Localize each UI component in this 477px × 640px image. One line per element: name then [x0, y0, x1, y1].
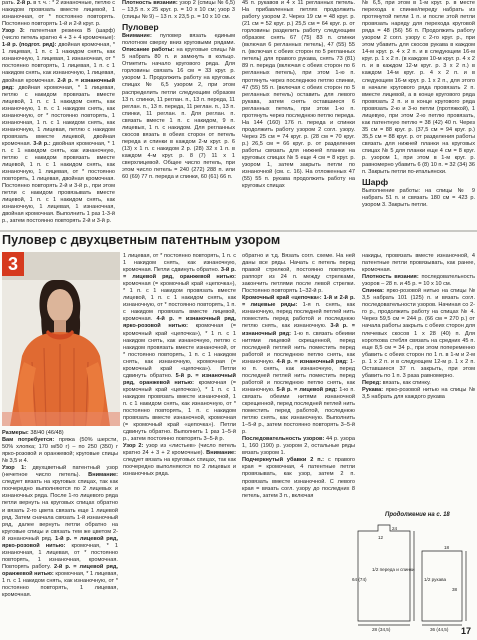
- section-divider: [0, 230, 477, 232]
- body-text: патентная резинка В (шарф) (число петель кратно 4 + 3 + 4 кромочные):: [2, 28, 115, 42]
- bold-term: 2-й р.: [16, 0, 32, 6]
- column-3-bottom: [242, 253, 355, 636]
- model-photo: [2, 252, 120, 426]
- bold-term: Последовательность узоров:: [242, 436, 325, 443]
- bold-term: Плотность вязания:: [122, 0, 178, 6]
- body-text: 38/40 (46/48): [28, 430, 64, 436]
- body-text: 1-ю п. снять, как изнаночную, перед последней петлей нить поместить перед работой и последнюю петлю снять, как изнаночную.: [242, 358, 355, 393]
- article-title: Пуловер с двухцветным патентным узором: [2, 233, 281, 247]
- column-2-top: [122, 0, 235, 228]
- body-text: кромочная (= кромочный край «цепочка»), * 1 п. с 1 накидом снять, как изнаночную, петлю с накидом провязать вместе изнаночной, от * постоянно повторять, 1 п. с 1 накидом снять, как изнаночную, кромочная (= кромочный край «цепочка»). Петли сдвинуть обратно.: [123, 323, 236, 379]
- woman-in-sweater-illustration: [2, 252, 120, 426]
- body-text: кромочная (= кромочный край «цепочка»), * 1 п. с 1 накидом провязать вместе лицевой, 1 п. с 1 накидом снять, как изнаночную, от * постоянно повторять, 1 п. с накидом провязать вместе лицевой, кромочная.: [123, 281, 236, 323]
- body-text: Выполнение работы: на спицы № 9 набрать 51 п. и связать 180 см = 423 р. узором 3. Закрыть петли.: [362, 188, 475, 209]
- model-number-badge: 3: [2, 252, 24, 276]
- bold-term: Узор 3:: [2, 28, 25, 35]
- body-text: 1-я п. снять, как изнаночную, перед последней петлей нить поместить перед работой и последнюю петлю снять, как изнаночную.: [242, 302, 355, 330]
- bold-term: Размеры:: [2, 430, 29, 436]
- body-text: следует вязать на круговых спицах, так как поочередно выполняются по 2 лицевых и изнаночных ряда. После 1-го лицевого ряда петли вернуть на круговых спицах обратно и вязать 2-го цвета связать еще 1 лицевой ряд. Затем сначала связать 1-й изнаночный ряд, далее вернуть петли обратно на круговые спицы и связать тем же цветом 2-й изнаночный ряд.: [2, 479, 118, 542]
- body-text: кромочная (= кромочный край «цепочка»), * 1 п. с 1 накидом провязать вместе изнаночной, 1 п. с 1 накидом снять, как изнаночную, от * постоянно повторять, 1 п. с накидом провязать вместе изнаночной, кромочная (= кромочный край «цепочка»). Петли сдвинуть обратно. Выполнить 1 раз 1–5-й р., затем постоянно повторять 3–5-й р.: [123, 379, 236, 443]
- bold-term: 1-й и 2-й р. = лицевые ряды:: [242, 295, 355, 309]
- body-text: двойная кромочная, * 1 лицевая, 1 п. с 1 накидом снять, как изнаночную, 1 лицевая, 1 изнаночная, от * постоянно повторять, 1 лицевая, 1 п. с 1 накидом снять, как изнаночную, 1 лицевая, двойная кромочная.: [2, 42, 115, 84]
- bold-term: 5-й р. = лицевой ряд:: [276, 386, 338, 393]
- body-text: на круговые спицы № 5 набрать 80 п. и замкнуть в кольцо. Отметить начало кругового ряда. Для горловины связать 16 см = 33 круг. р. узором 1. Продолжить работу на круговых спицах № 6,5 узором 2, при этом распределить петли следующим образом 13 п. спинки, 11 реглан. п., 13 п. переда, 11 реглан. п., 13 п. переда, 11 реглан. п., 13 п. спинки, 11 реглан. п. Для реглан. п. связать вместе 1 п. с накидом, 9 п. лицевых, 1 п. с накидом. Для регланных скосов вязать в обеих сторон от петель переда и спинки в каждом 2-м круг. р. 6 (13) х 1 п. с накидом 2 р. (28) 32 х 1 п. в каждом 4-м круг. р. 8 (7) 11 х 1 сверхлицевой. Общее число петель, при этом число петель = 240 (272) 288 п. или 60 (69) 77 п. переда и спинки, 60 (61) 66 п.: [122, 47, 235, 181]
- continued-note: Продолжение на с. 18: [385, 512, 450, 518]
- body-text: узор 2 (спицы № 6,5) – 13,5 п. х 25 круг. р. = 10 х 10 см; узор 3 (спицы № 9) – 13 п. х 23,5 р. = 10 х 10 см.: [122, 0, 235, 21]
- bold-term: Узор 2:: [123, 443, 144, 450]
- schema-label-cuff: 18: [444, 545, 450, 550]
- column-3-top: [242, 0, 355, 228]
- body-text: 45 п. рукавов и 4 х 11 регланных петель. На прибавленных петлях продолжить работу узором 2. Через 19 см = 48 круг. р. (21 см = 52 круг. р.) 25,5 см = 64 круг. р. от горловины разделить работу следующим образом: снять 67 (75) 83 п. спинки (включая 6 регланных петель), 47 (55) 55 п. (включая с обеих сторон по 5 регланных петель) для правого рукава, снять 73 (81) 89 п. переда (включая с обеих сторон по 6 регланных петель), при этом 1-ю п. протянуть через последнюю петлю спинки, 47 (55) 55 п. (включая с обеих сторон по 5 регланных петель) оставить для левого рукава, затем снять оставшиеся 6 регланных петель, при этом 1-ю п. протянуть через последнюю петлю переда. На 144 (160) 176 п. переда и спинки продолжить работу узором 2 согл. узору. Через 25 см = 74 круг. р. (28 см = 70 круг. р.) 26,5 см = 66 круг. р. от разделения работы связать для нижней планки на круговых спицах № 5 еще 4 см = 8 круг. р. узором 1, затем закрыть петли по изнаночной (см. с. 16). На отложенных 47 (55) 55 п. рукава продолжить работу на круговых спицах: [242, 0, 355, 190]
- bold-term: Внимание:: [88, 472, 118, 479]
- bold-term: 4-й р. = изнаночный ряд:: [276, 358, 348, 365]
- body-text: кромочная, * 1 изнаночная, 1 лицевая, от * постоянно повторять, 1 изнаночная, кромочная. Повторять работу.: [2, 542, 118, 570]
- body-text: кромочная, * 1 лицевая, 1 п. с 1 накидом снять, как изнаночную, от * постоянно повторять, 1 лицевая, кромочная.: [2, 570, 118, 599]
- body-text: двухцветный патентный узор (нечетное число петель).: [2, 465, 118, 479]
- body-text: двойная кромочная, * 1 п. с 1 накидом снять, как изнаночную, петлю с накидом провязать вместе лицевой, 1 п. с 1 накидом снять, как изнаночную, 1 лицевая, от * постоянно повторять, 1 лицевая, двойная кромочная. Постоянно повторять 2-й и 3-й р., при этом петли с накидом провязывать вместе лицевой, 1 п. с 1 накидом снять, как изнаночную, 1 лицевая, 1 изнаночная, двойная кромочная. Выполнить 1 раз 1-3-й р., затем постоянно повторять 2-й и 3-й р.: [2, 140, 115, 225]
- bold-term: Рукава:: [362, 386, 384, 393]
- column-2-bottom: [123, 253, 236, 636]
- bold-term: 3-й р.:: [33, 140, 51, 147]
- bold-term: Кромочный край «цепочка»:: [242, 295, 322, 302]
- bold-term: Описание работы:: [122, 47, 175, 54]
- body-text: ярко-розовой нитью на спицы № 3,5 набрать 101 (125) п. и вязать согл. последовательности узоров. Начиная со 2-го р., продолжить работу на спицах № 4. Через 59,5 см = 244 р. (66 см = 270 р.) от начала работы закрыть с обеих сторон для плечевых скосов 1 х 28 (40) п. Для короткова стебля связать на средних 45 п. еще 8,5 см = 34 р., при этом попеременно убавить с обеих сторон по 1 п. в 1-м и 2-м р. 1 х 2 п. и в следующем 12-м р. 1 х 2 п. Оставшиеся 37 п. закрыть, при этом убавить по 1 п. 3 раза равномерно.: [362, 288, 475, 379]
- body-text: ярко-розовой нитью на спицы № 3,5 набрать для каждого рукава: [362, 386, 475, 400]
- bold-term: Спинка:: [362, 288, 385, 295]
- body-text: двойная кромочная, * 1 лицевая, петлю с накидом провязать вместе лицевой, 1 п. с 1 накидом снять, как изнаночную, 1 п. с 1 накидом снять, как изнаночную, от * постоянно повторять, 1 изнаночная, 1 п. с 1 накидом снять, как изнаночную, 1 лицевая, петлю с накидом провязать вместе лицевой, двойная кромочная.: [2, 84, 115, 147]
- schema-label-width-body: 28 (34,5): [372, 627, 391, 632]
- page-number: 17: [460, 626, 471, 636]
- bold-term: Внимание:: [122, 33, 152, 40]
- pattern-schematic: [352, 521, 474, 633]
- section-heading: Пуловер: [122, 22, 159, 33]
- bold-term: Перед:: [362, 379, 382, 386]
- body-text: 1-ю п. связать обеими нитями лицевой скрещенной, перед последней петлей нить поместить перед работой и последнюю петлю снять, как изнаночную.: [242, 330, 355, 365]
- schema-label-sleeve: 1/2 рукава: [424, 577, 447, 582]
- bold-term: 2-й р. = изнаночный ряд:: [2, 77, 115, 91]
- bold-term: Плотность вязания:: [362, 274, 419, 281]
- body-text: 44 р. узора 1, 160 (190) р. узором 2, остальные ряды вязать узором 1.: [242, 436, 355, 457]
- bold-term: 2-й р. = лицевой ряд, оранжевой нитью:: [2, 563, 118, 577]
- bold-term: Внимание:: [206, 450, 236, 457]
- bold-term: 5-й р. = изнаночный ряд, оранжевой нитью:: [123, 372, 236, 386]
- body-text: узор из «листьев» (число петель кратно 24 + 3 + 2 кромочные).: [123, 443, 236, 457]
- body-text: 1 лицевая, от * постоянно повторять, 1 п. с 1 накидом снять, как изнаночную, кромочная. Петли сдвинуть обратно.: [123, 253, 236, 274]
- body-text: 1-ю п. связать обеими нитями изнаночной скрещенной, перед последней петлей нить поместить перед работой, последнюю петлю снять, как изнаночную. Выполнить 1–5-й р., затем постоянно повторять 3–5-й р.: [242, 386, 355, 436]
- column-1-bottom: [2, 430, 118, 636]
- bold-term: 3-й р. = лицевой ряд, оранжевой нитью:: [123, 267, 236, 281]
- schema-label-shoulder: 12: [378, 535, 384, 540]
- body-text: пуловер вязать единым полотном сверху вниз круговыми рядами.: [122, 33, 235, 47]
- column-4-bottom: [362, 253, 475, 511]
- bold-term: 1-й р. (подгот. ряд):: [2, 42, 57, 49]
- body-text: последовательность узоров – 28 п. и 45 р. = 10 х 10 см.: [362, 274, 475, 288]
- section-heading: Шарф: [362, 177, 389, 188]
- body-text: пряжа (50% шерсти, 50% хлопка; 170 м/50 г) – по 250 (350) г ярко-розовой и оранжевой; круговые спицы № 3,5 и 4.: [2, 437, 118, 465]
- body-text: № 6,5, при этом в 1-м круг. р. в месте перехода к спинке/переду набрать из протянутой петли 1 п. и после этой петли провязать наряду для перехода круговой ряда = 48 (56) 56 п. Продолжить работу узором 2 согл. узору с 2-го круг. р., при этом убавить для скосов рукава в каждом 14-м круг. р. 4 х 2 п. и в следующем 16-м круг. р. 1 х 2 п. (в каждом 10-м круг. р. 4 х 2 п. и в каждом 12-м круг. р. 3 х 2 п.) в каждом 14-м круг. р. 4 х 2 п. и в следующем 16-м круг. р. 1 х 2 п., для этого в начале кругового ряда провязать 2 п. вместе лицевой, а в конце кругового ряда провязать 2 п. и в конце кругового ряда провязать 2-ю и 3-ю петли (протяжкой), 1 лицевую, при этом 2-ю петлю провязать, как патентную петлю = 38 (42) 40 п. Через 35 см = 88 круг. р. (37,5 см = 94 круг. р.) 35,5 см = 88 круг. р. от разделения работы связать для нижней планки на круговых спицах № 5 для планки еще 4 см = 8 круг. р. узором 1, при этом в 1-м круг. р. равномерно убавить 6 (8) 10 п. = 32 (34) 36 п. Закрыть петли по-итальянски.: [362, 0, 475, 176]
- body-text: обратно и т.д. Вязать согл. схеме. На ней даны все ряды. Начать с петель перед правой стрелкой, постоянно повторять раппорт из 24 п. между стрелками, закончить петлями после левой стрелки. Постоянно повторять 1–32-й р.: [242, 253, 355, 295]
- bold-term: 1-й р. = лицевой ряд, ярко-розовой нитью:: [2, 535, 118, 549]
- schema-label-width-sleeve: 36 (44,5): [430, 627, 449, 632]
- bold-term: Вам потребуется:: [2, 437, 55, 444]
- bold-term: Узор 1:: [2, 465, 27, 472]
- schema-label-sleeve-length: 38: [452, 587, 458, 592]
- schema-label-body: 1/2 переда и спинки: [372, 567, 415, 572]
- schema-label-height: 64 (74): [352, 577, 367, 582]
- body-text: в т. ч. : * 2 изнаночные, петлю с накидом провязать вместе лицевой, 1 изнаночная, от * постоянно повторять. Постоянно повторять 1-й и 2-й круг. р.: [2, 0, 115, 28]
- column-1-top: [2, 0, 115, 228]
- body-text: накиды, провязать вместе изнаночной, 4 патентные петли провязывать, как ранее, кромочная.: [362, 253, 475, 274]
- body-text: с правого края = кромочная, 4 патентные петли провязывать, как узор, затем 2 п. провязать вместе изнаночной. С левого края = вязать согл. узору до последних 8 петель, затем 3 п., включая: [242, 457, 355, 499]
- bold-term: Подчеркнутый убавки 2 п.:: [242, 457, 325, 464]
- bold-term: 4-й р. = изнаночный ряд, ярко-розовой нитью:: [123, 316, 236, 330]
- body-text: следует вязать на круговых спицах, так как поочередно выполняются по 2 лицевых и изнаночных ряда.: [123, 457, 236, 478]
- body-text: вязать, как спинку.: [381, 379, 431, 386]
- column-4-top: [362, 0, 475, 228]
- body-text: рать.: [2, 0, 17, 6]
- schema-label-neck: 24: [392, 526, 398, 531]
- bold-term: 3-й р. = изнаночный ряд:: [242, 323, 355, 337]
